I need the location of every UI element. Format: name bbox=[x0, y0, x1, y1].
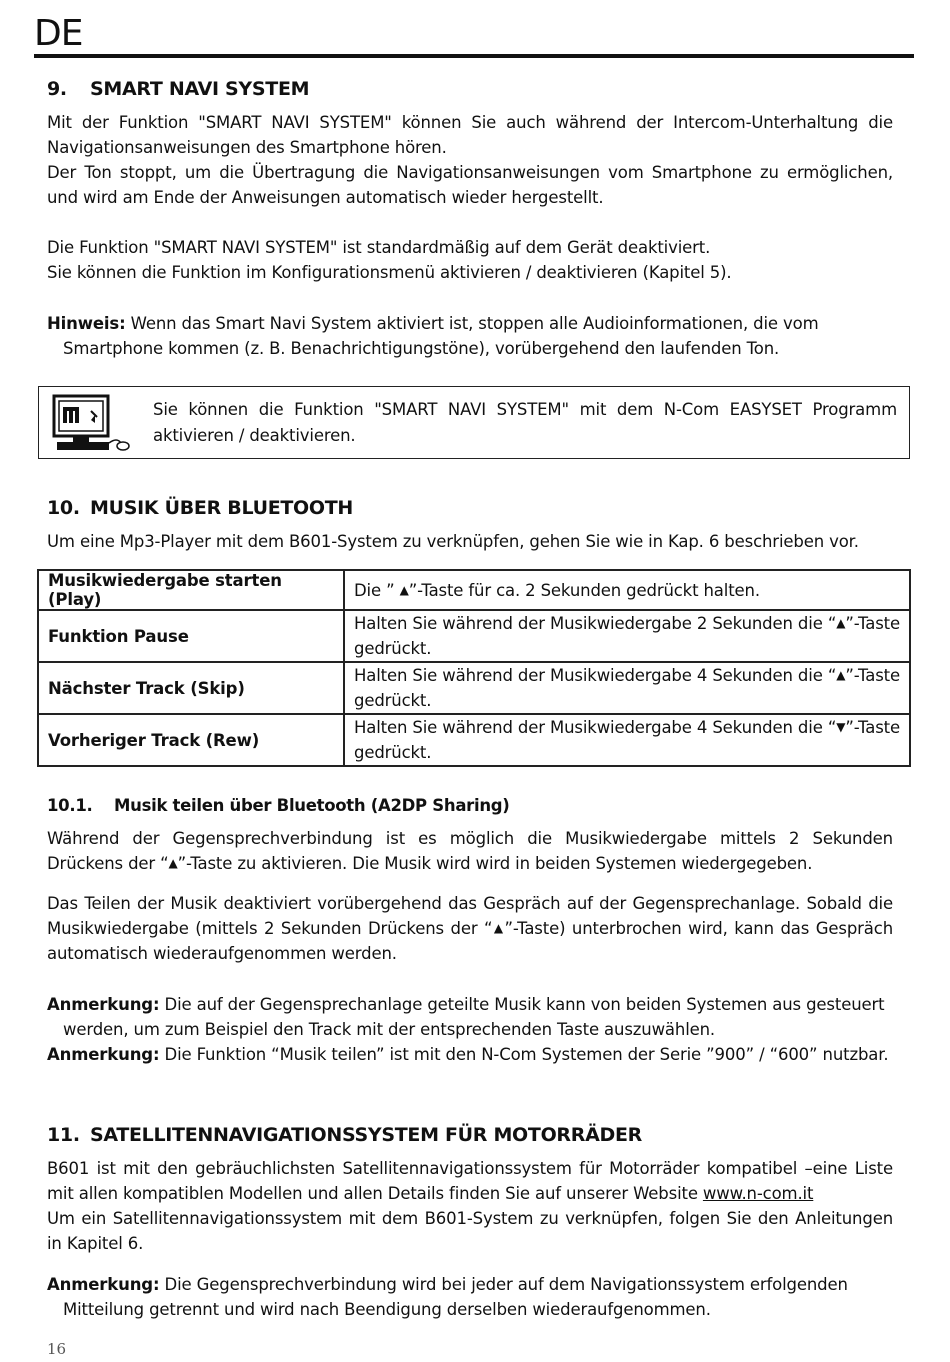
sec9-paragraph-3a: Die Funktion "SMART NAVI SYSTEM" ist standardmäßig auf dem Gerät deaktiviert. bbox=[47, 238, 711, 257]
hint-text-2: Smartphone kommen (z. B. Benachrichtigungstöne), vorübergehend den laufenden Ton. bbox=[63, 339, 780, 358]
computer-icon bbox=[51, 393, 131, 455]
table-cell-action: Vorheriger Track (Rew) bbox=[38, 714, 344, 766]
up-arrow-icon: ▲ bbox=[836, 616, 846, 630]
up-arrow-icon: ▲ bbox=[168, 856, 178, 870]
note-label: Anmerkung: bbox=[47, 1045, 160, 1064]
header-rule bbox=[34, 54, 914, 58]
table-cell-action: Musikwiedergabe starten (Play) bbox=[38, 570, 344, 610]
section-9-heading bbox=[47, 76, 309, 102]
table-cell-action: Nächster Track (Skip) bbox=[38, 662, 344, 714]
sec9-hint bbox=[47, 311, 893, 361]
section-title: SMART NAVI SYSTEM bbox=[90, 78, 310, 100]
easyset-note-text: Sie können die Funktion "SMART NAVI SYSTEM" mit dem N-Com EASYSET Programm aktivieren / deaktivieren. bbox=[153, 400, 897, 445]
section-number: 9. bbox=[47, 78, 67, 100]
section-title: MUSIK ÜBER BLUETOOTH bbox=[90, 497, 354, 519]
website-link[interactable]: www.n-com.it bbox=[702, 1184, 814, 1203]
music-controls-table bbox=[37, 569, 911, 767]
sec10-1-note-1: Anmerkung: Die auf der Gegensprechanlage geteilte Musik kann von beiden Systemen aus gesteuert werden, um zum Beispiel den Track mit der entsprechenden Taste auszuwählen. bbox=[47, 995, 885, 1039]
note-label: Anmerkung: bbox=[47, 995, 160, 1014]
sec10-intro: Um eine Mp3-Player mit dem B601-System zu verknüpfen, gehen Sie wie in Kap. 6 beschrieben vor. bbox=[47, 532, 859, 551]
section-10-heading bbox=[47, 495, 353, 521]
sec10-1-note-2: Anmerkung: Die Funktion “Musik teilen” ist mit den N-Com Systemen der Serie ”900” / “600” nutzbar. bbox=[47, 1045, 889, 1064]
section-number: 10. bbox=[47, 497, 80, 519]
section-title: SATELLITENNAVIGATIONSSYSTEM FÜR MOTORRÄDER bbox=[90, 1124, 642, 1146]
easyset-note-box bbox=[38, 386, 910, 459]
table-cell-instruction: Halten Sie während der Musikwiedergabe 4 Sekunden die “▼”-Taste gedrückt. bbox=[344, 714, 910, 766]
sec9-paragraph-2: Der Ton stoppt, um die Übertragung die Navigationsanweisungen vom Smartphone zu ermöglichen, und wird am Ende der Anweisungen automatisch wieder hergestellt. bbox=[47, 163, 893, 207]
up-arrow-icon: ▲ bbox=[836, 668, 846, 682]
table-cell-instruction: Halten Sie während der Musikwiedergabe 2 Sekunden die “▲”-Taste gedrückt. bbox=[344, 610, 910, 662]
up-arrow-icon: ▲ bbox=[492, 921, 505, 935]
table-row bbox=[38, 570, 910, 610]
sec11-note: Anmerkung: Die Gegensprechverbindung wird bei jeder auf dem Navigationssystem erfolgenden Mitteilung getrennt und wird nach Beendigung derselben wiederaufgenommen. bbox=[47, 1275, 848, 1319]
sec9-paragraph-3b: Sie können die Funktion im Konfigurationsmenü aktivieren / deaktivieren (Kapitel 5). bbox=[47, 263, 732, 282]
section-number: 11. bbox=[47, 1124, 80, 1146]
sec9-paragraph-1: Mit der Funktion "SMART NAVI SYSTEM" können Sie auch während der Intercom-Unterhaltung die Navigationsanweisungen des Smartphone hören. bbox=[47, 113, 893, 157]
section-title: Musik teilen über Bluetooth (A2DP Sharing) bbox=[114, 796, 510, 815]
table-row bbox=[38, 610, 910, 662]
hint-text-1: Wenn das Smart Navi System aktiviert ist, stoppen alle Audioinformationen, die vom bbox=[130, 314, 819, 333]
section-10-1-heading bbox=[47, 794, 510, 818]
sec11-paragraph-2: Um ein Satellitennavigationssystem mit dem B601-System zu verknüpfen, folgen Sie den Anleitungen in Kapitel 6. bbox=[47, 1209, 893, 1253]
section-11-heading bbox=[47, 1122, 642, 1148]
hint-label: Hinweis: bbox=[47, 314, 126, 333]
language-code: DE bbox=[34, 13, 83, 54]
note-label: Anmerkung: bbox=[47, 1275, 160, 1294]
sec10-1-paragraph-2: Das Teilen der Musik deaktiviert vorübergehend das Gespräch auf der Gegensprechanlage. Sobald die Musikwiedergabe (mittels 2 Sekunden Drückens der “▲”-Taste) unterbrochen wird, kann das Gespräch automatisch wiederaufgenommen werden. bbox=[47, 894, 893, 963]
table-cell-instruction: Halten Sie während der Musikwiedergabe 4 Sekunden die “▲”-Taste gedrückt. bbox=[344, 662, 910, 714]
table-row bbox=[38, 662, 910, 714]
sec9-paragraph-3 bbox=[47, 235, 893, 285]
up-arrow-icon: ▲ bbox=[399, 582, 409, 597]
section-number: 10.1. bbox=[47, 796, 93, 815]
sec10-1-paragraph-1: Während der Gegensprechverbindung ist es möglich die Musikwiedergabe mittels 2 Sekunden Drückens der “▲”-Taste zu aktivieren. Die Musik wird wird in beiden Systemen wiedergegeben. bbox=[47, 829, 893, 873]
sec11-paragraph-1: B601 ist mit den gebräuchlichsten Satellitennavigationssystem für Motorräder kompatibel –eine Liste mit allen kompatiblen Modellen und allen Details finden Sie auf unserer Website www.n-com.it bbox=[47, 1159, 893, 1203]
table-cell-action: Funktion Pause bbox=[38, 610, 344, 662]
page-number: 16 bbox=[47, 1340, 67, 1358]
down-arrow-icon: ▼ bbox=[836, 720, 846, 734]
table-cell-instruction: Die ” ▲”-Taste für ca. 2 Sekunden gedrückt halten. bbox=[344, 570, 910, 610]
table-row bbox=[38, 714, 910, 766]
